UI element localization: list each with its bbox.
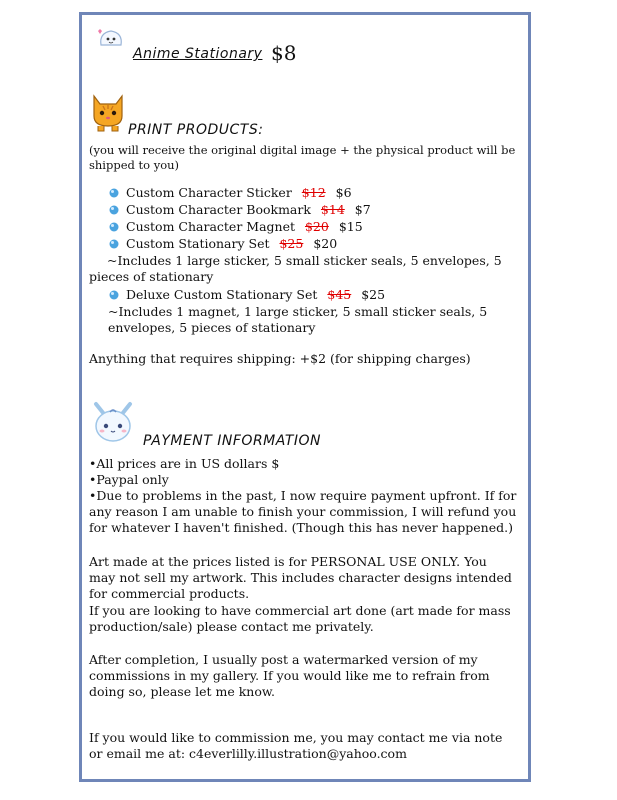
bunny-icon <box>88 398 138 446</box>
deluxe-includes: ~Includes 1 magnet, 1 large sticker, 5 small sticker seals, 5 envelopes, 5 pieces of stationary <box>108 304 488 335</box>
header-title: Anime Stationary <box>133 46 263 62</box>
print-note: (you will receive the original digital image + the physical product will be shipped to you) <box>89 143 516 172</box>
payment-bullet: •All prices are in US dollars $ <box>89 456 280 471</box>
item-name: Custom Character Sticker <box>126 185 292 200</box>
payment-bullet: •Due to problems in the past, I now require payment upfront. If for any reason I am unable to finish your commission, I will refund you for whatever I haven't finished. (Though this has never happened.) <box>89 488 517 535</box>
list-item <box>108 219 363 235</box>
old-price: $14 <box>320 202 345 217</box>
set-includes: ~Includes 1 large sticker, 5 small sticker seals, 5 envelopes, 5 pieces of stationary <box>89 253 502 284</box>
new-price: $6 <box>335 185 352 200</box>
contact-note: If you would like to commission me, you may contact me via note or email me at: c4everlilly.illustration@yahoo.com <box>89 730 503 761</box>
item-name: Custom Stationary Set <box>126 236 270 251</box>
bubble-bullet-icon <box>108 237 120 249</box>
old-price: $45 <box>327 287 352 302</box>
new-price: $25 <box>361 287 386 302</box>
bubble-bullet-icon <box>108 186 120 198</box>
payment-bullet: •Paypal only <box>89 472 169 487</box>
commercial-note: If you are looking to have commercial art done (art made for mass production/sale) please contact me privately. <box>89 603 511 634</box>
personal-use-note: Art made at the prices listed is for PERSONAL USE ONLY. You may not sell my artwork. This includes character designs intended for commercial products. <box>89 554 512 601</box>
ghost-icon <box>95 25 127 51</box>
old-price: $25 <box>279 236 304 251</box>
shipping-note: Anything that requires shipping: +$2 (for shipping charges) <box>89 351 471 366</box>
cat-icon <box>88 88 128 132</box>
watermark-note: After completion, I usually post a watermarked version of my commissions in my gallery. If you would like me to refrain from doing so, please let me know. <box>89 652 490 699</box>
new-price: $7 <box>354 202 371 217</box>
header-price: $8 <box>271 41 297 65</box>
list-item <box>108 236 337 252</box>
print-heading: PRINT PRODUCTS: <box>128 122 264 138</box>
item-name: Custom Character Magnet <box>126 219 295 234</box>
item-name: Deluxe Custom Stationary Set <box>126 287 318 302</box>
list-item <box>108 185 352 201</box>
old-price: $20 <box>304 219 329 234</box>
new-price: $15 <box>338 219 363 234</box>
new-price: $20 <box>313 236 338 251</box>
bubble-bullet-icon <box>108 288 120 300</box>
list-item <box>108 287 385 303</box>
bubble-bullet-icon <box>108 220 120 232</box>
item-name: Custom Character Bookmark <box>126 202 311 217</box>
bubble-bullet-icon <box>108 203 120 215</box>
payment-heading: PAYMENT INFORMATION <box>143 433 321 449</box>
list-item <box>108 202 371 218</box>
old-price: $12 <box>301 185 326 200</box>
